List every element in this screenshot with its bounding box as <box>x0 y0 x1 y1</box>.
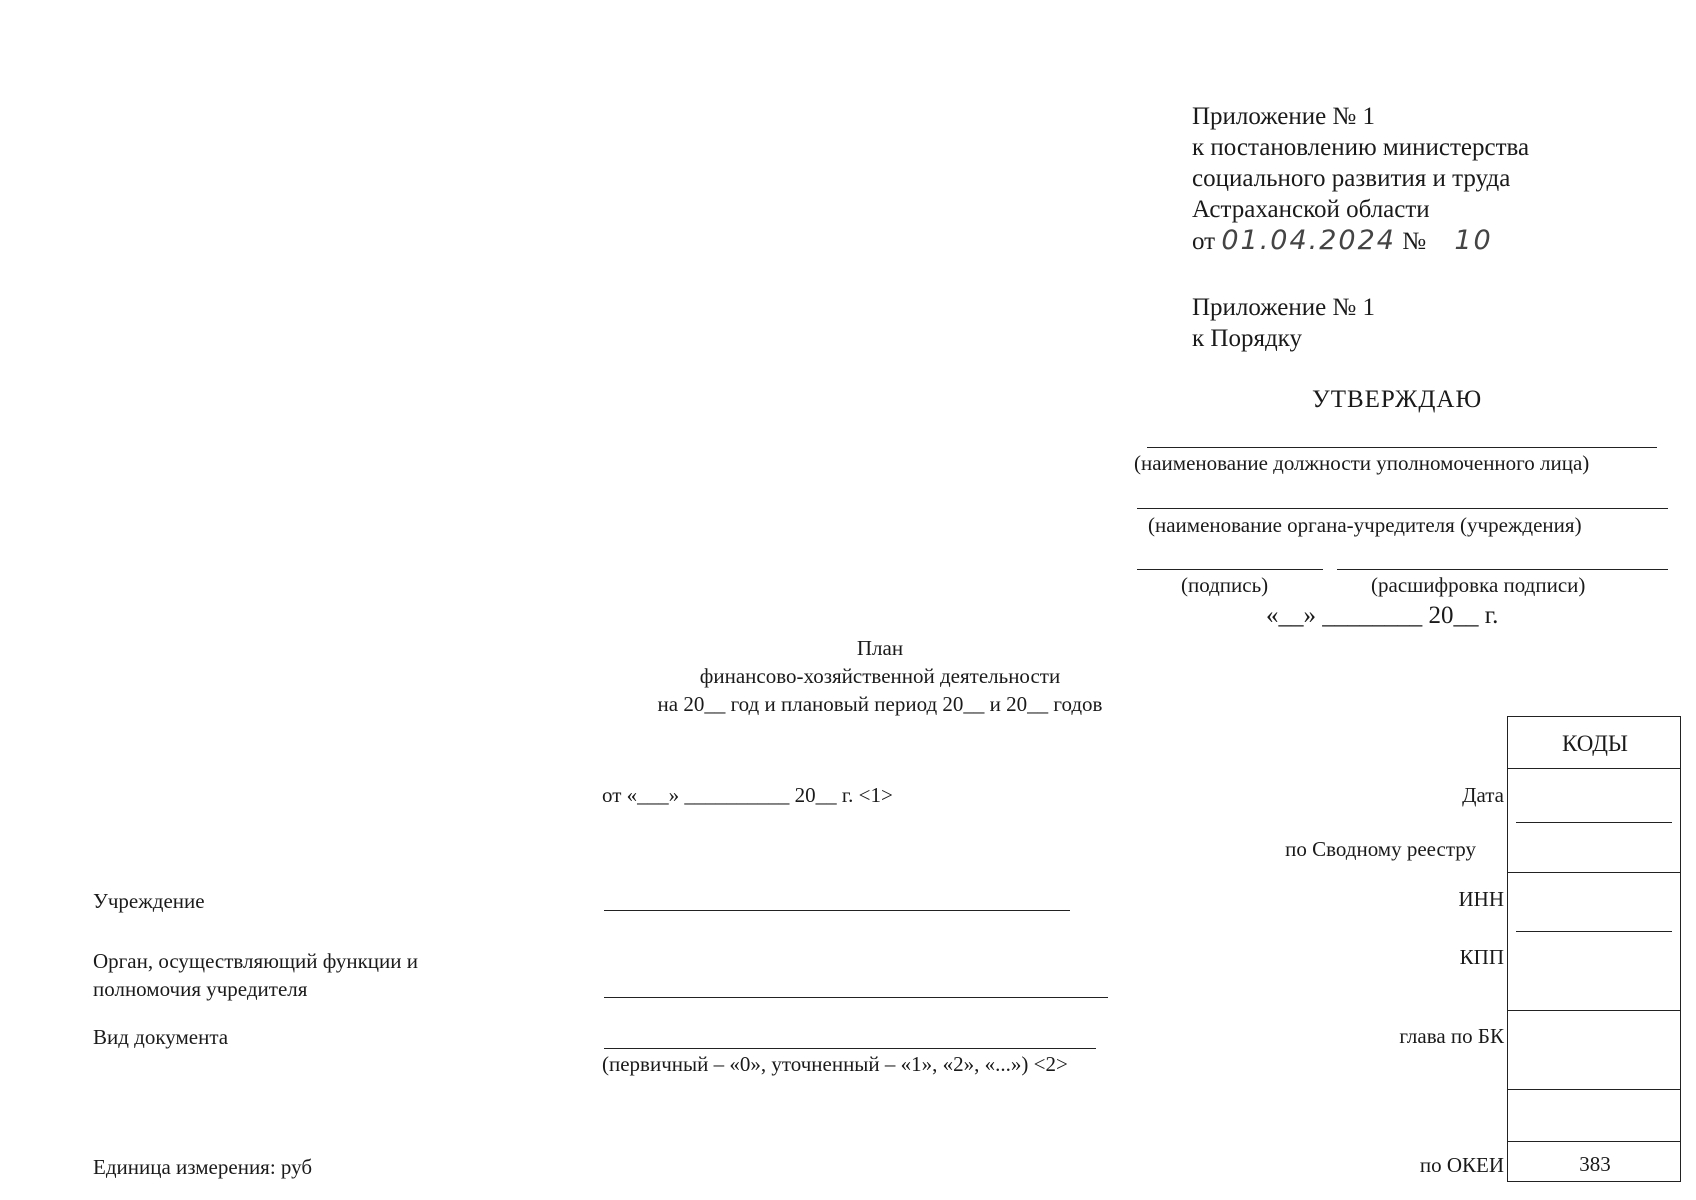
codes-table <box>1507 716 1681 1182</box>
appendix-line: Астраханской области <box>1192 196 1430 223</box>
signature-line <box>1137 569 1323 570</box>
appendix-procedure-block <box>1192 292 1375 354</box>
approve-heading: УТВЕРЖДАЮ <box>1312 386 1483 413</box>
doc-type-label: Вид документа <box>93 1025 229 1049</box>
codes-divider <box>1516 822 1672 823</box>
doc-type-line <box>604 1048 1096 1049</box>
codes-divider <box>1508 1141 1680 1142</box>
appendix-title: Приложение № 1 <box>1192 294 1376 321</box>
doc-type-hint: (первичный – «0», уточненный – «1», «2», «...») <2> <box>602 1052 1068 1076</box>
organ-label-line: Орган, осуществляющий функции и <box>93 949 419 973</box>
decoding-caption: (расшифровка подписи) <box>1371 573 1586 597</box>
codes-header: КОДЫ <box>1562 731 1628 756</box>
institution-label: Учреждение <box>93 889 205 913</box>
position-caption: (наименование должности уполномоченного лица) <box>1134 451 1590 475</box>
codes-divider <box>1516 931 1672 932</box>
codes-divider <box>1508 1089 1680 1090</box>
organ-field-line <box>604 997 1108 998</box>
approval-date: «__» ________ 20__ г. <box>1266 602 1499 629</box>
institution-line <box>604 910 1070 911</box>
plan-title-line: План <box>856 636 904 660</box>
code-label-registry: по Сводному реестру <box>1285 837 1476 861</box>
appendix-line: к Порядку <box>1192 325 1302 352</box>
codes-divider <box>1508 1010 1680 1011</box>
number-sign: № <box>1402 228 1427 255</box>
appendix-title: Приложение № 1 <box>1192 103 1376 130</box>
organ-line <box>1137 508 1668 509</box>
code-label-inn: ИНН <box>1458 887 1504 911</box>
okei-value: 383 <box>1579 1152 1611 1176</box>
code-label-chapter: глава по БК <box>1399 1024 1504 1048</box>
plan-date: от «___» __________ 20__ г. <1> <box>602 783 893 807</box>
organ-label-line: полномочия учредителя <box>93 977 308 1001</box>
appendix-line: социального развития и труда <box>1192 165 1511 192</box>
plan-title <box>560 636 1200 717</box>
position-line <box>1147 447 1657 448</box>
from-prefix: от <box>1192 228 1216 255</box>
code-label-kpp: КПП <box>1459 945 1504 969</box>
handwritten-number: 10 <box>1454 225 1493 256</box>
appendix-line: к постановлению министерства <box>1192 134 1530 161</box>
codes-divider <box>1508 768 1680 769</box>
organ-caption: (наименование органа-учредителя (учреждения) <box>1148 513 1582 537</box>
codes-divider <box>1508 872 1680 873</box>
code-label-date: Дата <box>1462 783 1504 807</box>
unit-label: Единица измерения: руб <box>93 1155 313 1179</box>
code-label-okei: по ОКЕИ <box>1419 1153 1504 1177</box>
handwritten-date: 01.04.2024 <box>1221 225 1396 256</box>
decoding-line <box>1337 569 1668 570</box>
signature-caption: (подпись) <box>1181 573 1269 597</box>
organ-label <box>93 947 418 1003</box>
plan-title-line: на 20__ год и плановый период 20__ и 20__ годов <box>657 692 1103 716</box>
appendix-date-line <box>1192 225 1529 257</box>
appendix-block <box>1192 101 1529 257</box>
plan-title-line: финансово-хозяйственной деятельности <box>699 664 1061 688</box>
